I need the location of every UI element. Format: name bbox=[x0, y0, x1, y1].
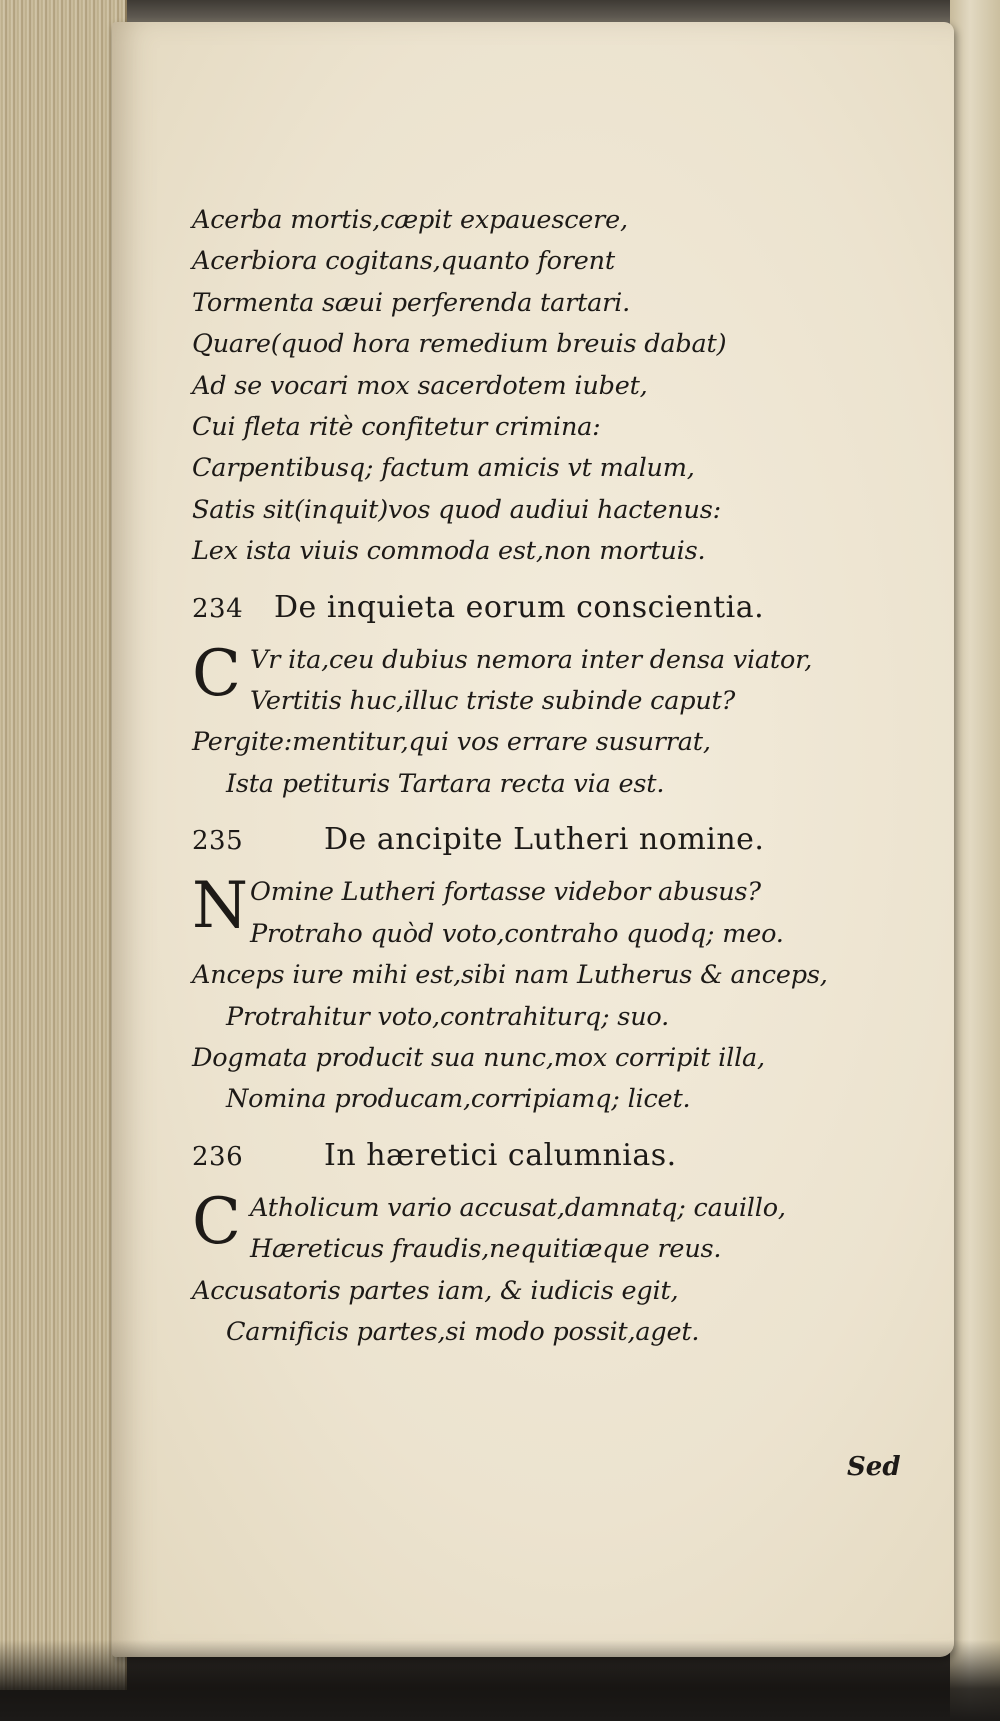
drop-cap: C bbox=[192, 1184, 241, 1259]
verse-line: Satis sit(inquit)vos quod audiui hactenus: bbox=[192, 494, 722, 525]
epigram-heading bbox=[192, 819, 932, 862]
catchword: Sed bbox=[847, 1452, 901, 1482]
verse-line: Dogmata producit sua nunc,mox corripit illa, bbox=[192, 1042, 765, 1073]
epigram-body bbox=[192, 1184, 932, 1354]
bottom-shadow bbox=[0, 1640, 1000, 1721]
verse-line: Cui fleta ritè confitetur crimina: bbox=[192, 412, 601, 443]
verse-line: Nomina producam,corripiamq; licet. bbox=[226, 1084, 691, 1115]
epigram-body bbox=[192, 869, 932, 1120]
epigram-number: 235 bbox=[192, 826, 244, 857]
epigram-title: In hæretici calumnias. bbox=[324, 1137, 677, 1173]
verse-line: Hæreticus fraudis,nequitiæque reus. bbox=[250, 1234, 722, 1265]
verse-line: Carpentibusq; factum amicis vt malum, bbox=[192, 453, 695, 484]
epigram-heading bbox=[192, 587, 932, 630]
epigram-title: De inquieta eorum conscientia. bbox=[274, 589, 765, 625]
verse-line: Atholicum vario accusat,damnatq; cauillo, bbox=[250, 1192, 786, 1223]
epigram-heading bbox=[192, 1135, 932, 1178]
verse-line: Lex ista viuis commoda est,non mortuis. bbox=[192, 536, 706, 567]
verse-line: Quare(quod hora remedium breuis dabat) bbox=[192, 329, 727, 360]
verse-line: Carnificis partes,si modo possit,aget. bbox=[226, 1316, 700, 1347]
epigram-title: De ancipite Lutheri nomine. bbox=[324, 822, 765, 858]
drop-cap: N bbox=[192, 869, 248, 944]
book-page bbox=[112, 22, 954, 1657]
epigram-number: 234 bbox=[192, 593, 244, 624]
verse-line: Protraho quòd voto,contraho quodq; meo. bbox=[250, 918, 784, 949]
verse-line: Protrahitur voto,contrahiturq; suo. bbox=[226, 1001, 670, 1032]
poem-top bbox=[192, 200, 932, 573]
verse-line: Ad se vocari mox sacerdotem iubet, bbox=[192, 370, 648, 401]
facing-page-edge bbox=[950, 0, 1000, 1721]
verse-line: Ista petituris Tartara recta via est. bbox=[226, 768, 665, 799]
verse-line: Omine Lutheri fortasse videbor abusus? bbox=[250, 877, 761, 908]
verse-line: Accusatoris partes iam, & iudicis egit, bbox=[192, 1275, 679, 1306]
epigram-body bbox=[192, 636, 932, 806]
page-edges-left bbox=[0, 0, 127, 1690]
verse-line: Anceps iure mihi est,sibi nam Lutherus & anceps, bbox=[192, 960, 828, 991]
verse-line: Vertitis huc,illuc triste subinde caput? bbox=[250, 686, 736, 717]
verse-line: Tormenta sæui perferenda tartari. bbox=[192, 287, 630, 318]
drop-cap: C bbox=[192, 636, 241, 711]
epigram-number: 236 bbox=[192, 1141, 244, 1172]
verse-line: Acerbiora cogitans,quanto forent bbox=[192, 246, 615, 277]
verse-line: Vr ita,ceu dubius nemora inter densa viator, bbox=[250, 644, 813, 675]
verse-line: Acerba mortis,cæpit expauescere, bbox=[192, 205, 628, 235]
verse-line: Pergite:mentitur,qui vos errare susurrat, bbox=[192, 727, 711, 758]
page-text bbox=[192, 200, 932, 1353]
